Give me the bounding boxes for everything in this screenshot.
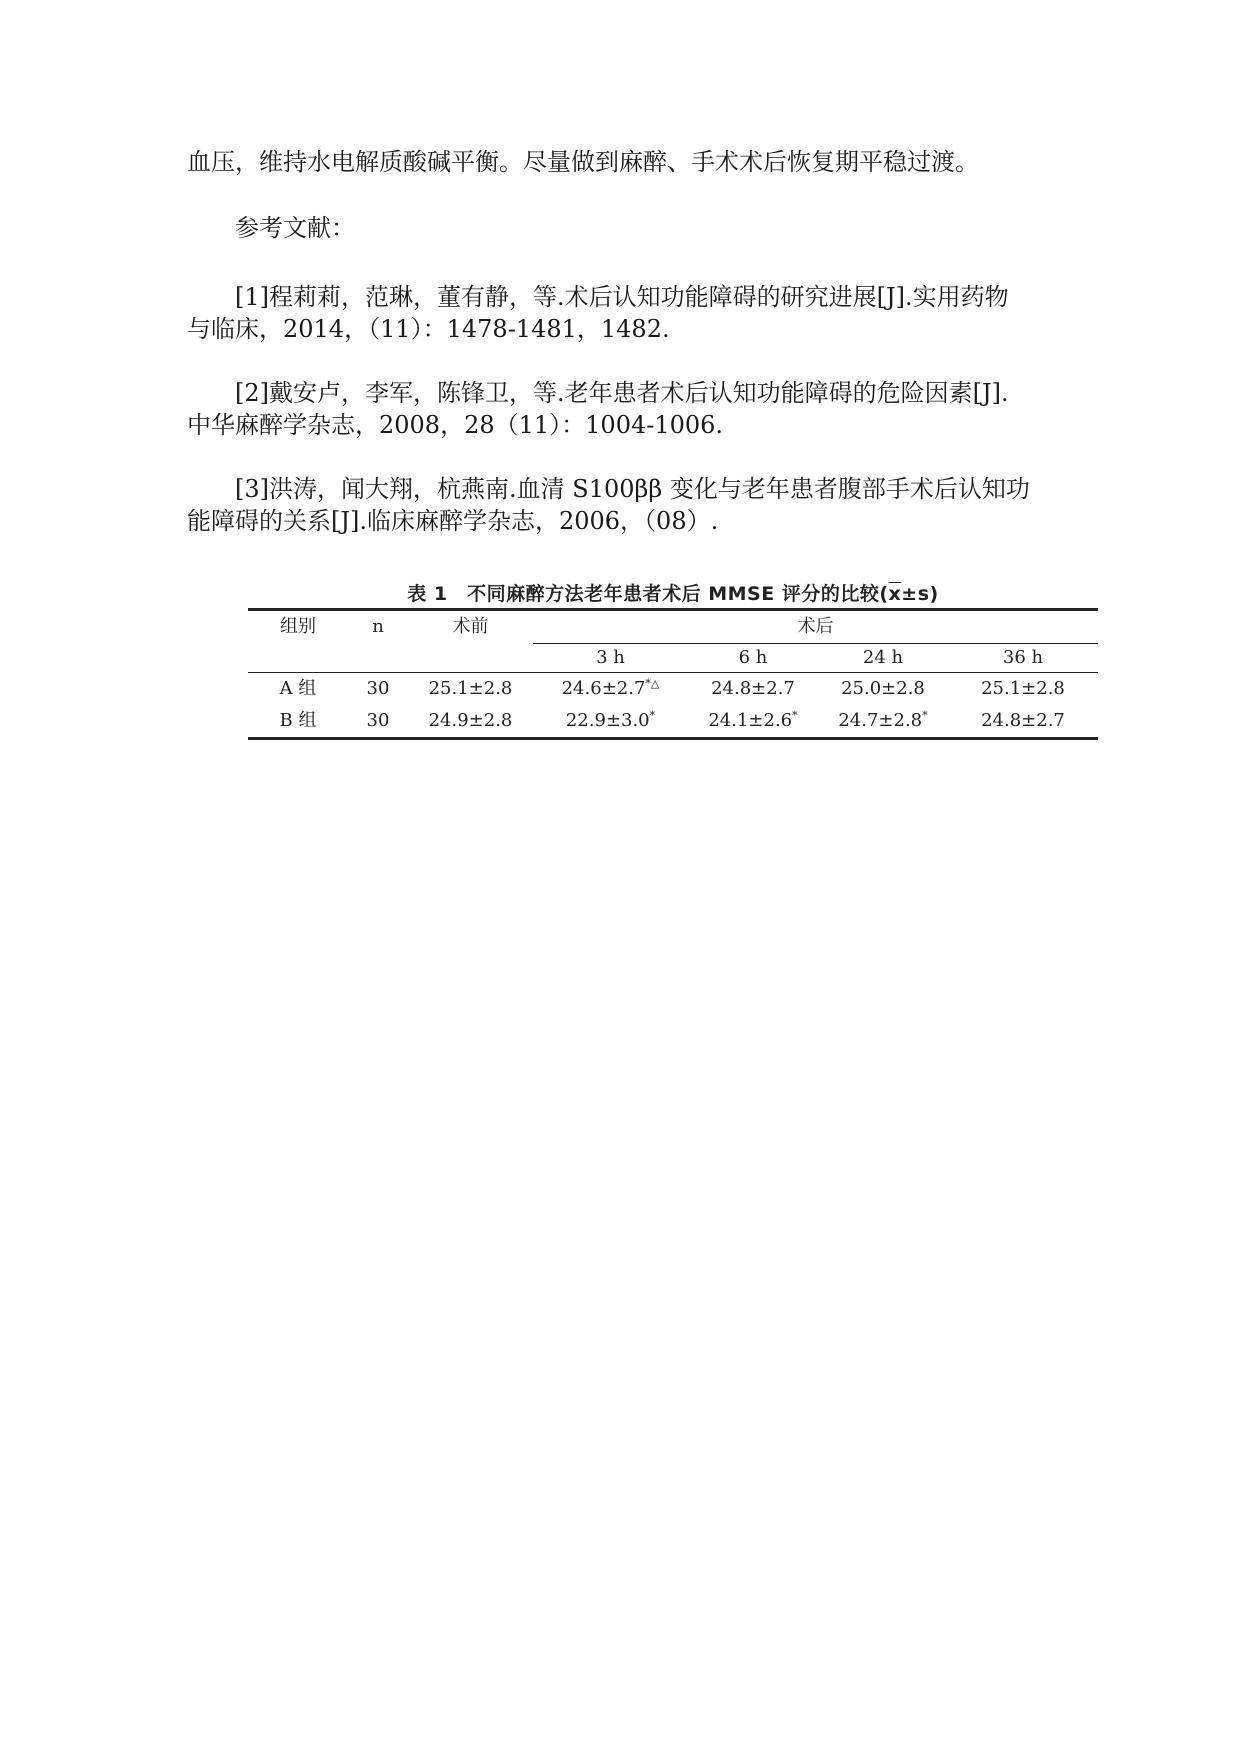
reference-line: [1]程莉莉，范琳，董有静，等.术后认知功能障碍的研究进展[J].实用药物 bbox=[235, 283, 1009, 311]
header-24h: 24 h bbox=[818, 644, 948, 673]
cell-value: 24.8±2.7 bbox=[711, 678, 795, 699]
table-row bbox=[248, 705, 1098, 739]
cell-pre: 25.1±2.8 bbox=[428, 678, 513, 699]
caption-prefix: 表 1 不同麻醉方法老年患者术后 MMSE 评分的比较( bbox=[407, 583, 889, 605]
header-post: 术后 bbox=[533, 610, 1098, 644]
cell-group: B 组 bbox=[279, 710, 317, 731]
references-heading-text: 参考文献： bbox=[235, 214, 355, 242]
references-heading bbox=[187, 212, 1057, 244]
significance-mark: * bbox=[792, 709, 798, 722]
reference-line: 与临床，2014，（11）：1478-1481，1482. bbox=[187, 315, 670, 343]
table-subheader-row bbox=[248, 644, 1098, 673]
cell-6h bbox=[688, 673, 818, 706]
cell-6h bbox=[688, 705, 818, 739]
reference-3 bbox=[187, 473, 1057, 537]
cell-value: 24.7±2.8 bbox=[838, 710, 923, 731]
body-paragraph bbox=[187, 146, 1057, 178]
significance-mark: * bbox=[922, 709, 928, 722]
reference-line: 能障碍的关系[J].临床麻醉学杂志，2006，（08）. bbox=[187, 507, 719, 535]
table-row bbox=[248, 673, 1098, 706]
header-3h: 3 h bbox=[533, 644, 688, 673]
header-n: n bbox=[372, 616, 384, 638]
reference-line: 中华麻醉学杂志，2008，28（11）：1004-1006. bbox=[187, 411, 724, 439]
mmse-table bbox=[248, 608, 1098, 740]
cell-3h bbox=[533, 705, 688, 739]
reference-1 bbox=[187, 281, 1057, 345]
cell-36h: 25.1±2.8 bbox=[981, 678, 1065, 699]
table-header-row bbox=[248, 610, 1098, 644]
cell-3h bbox=[533, 673, 688, 706]
reference-line: [2]戴安卢，李军，陈锋卫，等.老年患者术后认知功能障碍的危险因素[J]. bbox=[235, 379, 1009, 407]
header-36h: 36 h bbox=[948, 644, 1098, 673]
cell-value: 24.1±2.6 bbox=[708, 710, 793, 731]
cell-value: 25.0±2.8 bbox=[841, 678, 925, 699]
header-empty bbox=[348, 644, 408, 673]
cell-group: A 组 bbox=[279, 678, 317, 699]
header-empty bbox=[248, 644, 348, 673]
caption-xbar: $\overline{x}$ bbox=[888, 583, 902, 605]
mmse-table-block bbox=[248, 580, 1098, 740]
caption-suffix: ±s) bbox=[901, 583, 939, 605]
header-6h: 6 h bbox=[688, 644, 818, 673]
cell-n: 30 bbox=[366, 710, 390, 731]
significance-mark: * bbox=[649, 709, 656, 722]
table-caption bbox=[248, 580, 1098, 608]
cell-36h: 24.8±2.7 bbox=[981, 710, 1065, 731]
cell-value: 22.9±3.0 bbox=[565, 710, 650, 731]
significance-mark: *△ bbox=[645, 677, 660, 690]
cell-24h bbox=[818, 705, 948, 739]
header-pre: 术前 bbox=[452, 616, 489, 638]
cell-24h bbox=[818, 673, 948, 706]
paragraph-line: 血压，维持水电解质酸碱平衡。尽量做到麻醉、手术术后恢复期平稳过渡。 bbox=[187, 148, 979, 176]
cell-pre: 24.9±2.8 bbox=[428, 710, 513, 731]
cell-n: 30 bbox=[366, 678, 390, 699]
reference-2 bbox=[187, 377, 1057, 441]
cell-value: 24.6±2.7 bbox=[561, 678, 646, 699]
reference-line: [3]洪涛，闻大翔，杭燕南.血清 S100ββ 变化与老年患者腹部手术后认知功 bbox=[235, 475, 1030, 503]
header-group: 组别 bbox=[280, 616, 316, 638]
header-empty bbox=[408, 644, 533, 673]
